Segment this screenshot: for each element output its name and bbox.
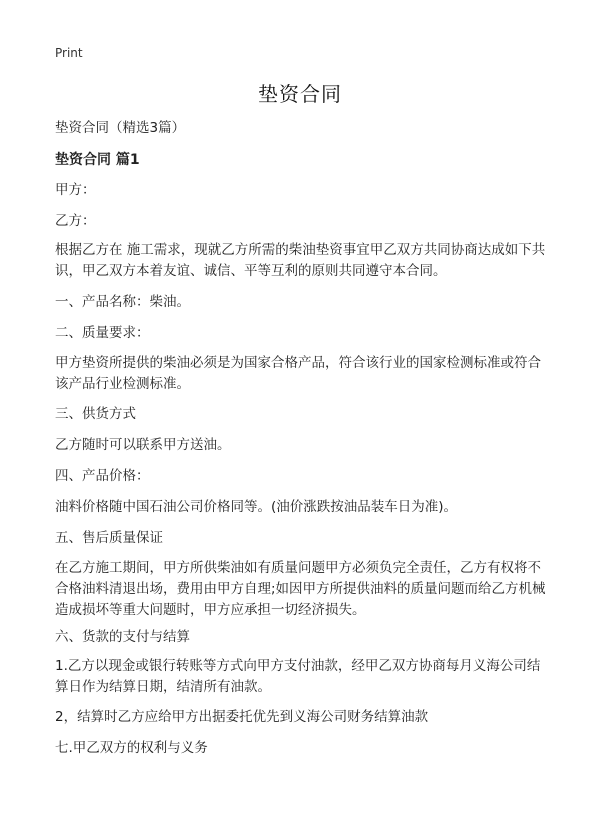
party-b-line: 乙方： bbox=[55, 213, 96, 229]
clause-payment-item-1: 1.乙方以现金或银行转账等方式向甲方支付油款，经甲乙双方协商每月义海公司结算日作为结算日期，结清所有油款。 bbox=[55, 658, 541, 695]
clause-payment-item-2: 2，结算时乙方应给甲方出据委托优先到义海公司财务结算油款 bbox=[55, 709, 429, 725]
clause-warranty-text: 在乙方施工期间，甲方所供柴油如有质量问题甲方必须负完全责任，乙方有权将不合格油料清退出场，费用由甲方自理;如因甲方所提供油料的质量问题而给乙方机械造成损坏等重大问题时，甲方应承担一切经济损失。 bbox=[55, 560, 546, 618]
clause-rights-heading: 七.甲乙双方的权利与义务 bbox=[55, 740, 208, 756]
clause-quality-text: 甲方垫资所提供的柴油必须是为国家合格产品，符合该行业的国家检测标准或符合该产品行业检测标准。 bbox=[55, 355, 541, 392]
clause-warranty-heading: 五、售后质量保证 bbox=[55, 530, 163, 546]
clause-payment-heading: 六、货款的支付与结算 bbox=[55, 629, 190, 645]
clause-price-heading: 四、产品价格： bbox=[55, 468, 150, 484]
clause-quality-heading: 二、质量要求： bbox=[55, 325, 150, 341]
clause-supply-heading: 三、供货方式 bbox=[55, 406, 136, 422]
section-heading: 垫资合同 篇1 bbox=[55, 152, 140, 168]
party-a-line: 甲方： bbox=[55, 182, 96, 198]
clause-price-text: 油料价格随中国石油公司价格同等。(油价涨跌按油品装车日为准)。 bbox=[55, 499, 458, 515]
document-title: 垫资合同 bbox=[258, 82, 342, 106]
preamble-paragraph: 根据乙方在 施工需求，现就乙方所需的柴油垫资事宜甲乙双方共同协商达成如下共识，甲乙双方本着友谊、诚信、平等互利的原则共同遵守本合同。 bbox=[55, 242, 546, 279]
clause-product-name: 一、产品名称：柴油。 bbox=[55, 294, 190, 310]
document-subtitle: 垫资合同（精选3篇） bbox=[55, 120, 186, 136]
print-link[interactable]: Print bbox=[55, 46, 83, 60]
clause-supply-text: 乙方随时可以联系甲方送油。 bbox=[55, 437, 231, 453]
